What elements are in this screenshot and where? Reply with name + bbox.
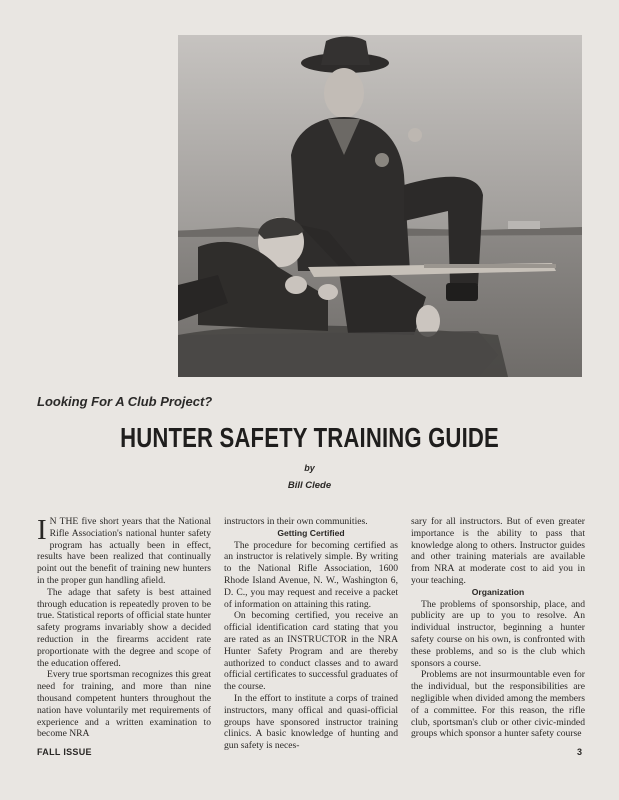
drop-cap: I bbox=[37, 514, 47, 546]
byline-author: Bill Clede bbox=[287, 480, 332, 491]
paragraph: The adage that safety is best attained through education is repeatedly proven to be true. Statistical reports of official state hunter safety programs invariably show a decided reduction in the firearms accident rate proportionate with the degree and scope of the education offered. bbox=[37, 586, 211, 669]
paragraph: The problems of sponsorship, place, and publicity are up to you to resolve. An individual instructor, beginning a hunter safety course on his own, is confronted with these problems, and so is the club which sponsors a course. bbox=[411, 598, 585, 669]
paragraph: The procedure for becoming certified as an instructor is relatively simple. By writing to the National Rifle Association, 1600 Rhode Island Avenue, N. W., Washington 6, D. C., you may request and receive a packet of information on attaining this rating. bbox=[224, 539, 398, 610]
photo-illustration bbox=[178, 35, 582, 377]
column-3 bbox=[411, 516, 585, 740]
paragraph: Problems are not insurmountable even for the individual, but the responsibilities are negligible when divided among the members of a committee. For this reason, the rifle club, sportsman's club or other civic-minded groups which sponsor a hunter safety course bbox=[411, 669, 585, 740]
paragraph: On becoming certified, you receive an official identification card stating that you are rated as an INSTRUCTOR in the NRA Hunter Safety Program and are thereby authorized to conduct classes and to award official certificates to successful graduates of the course. bbox=[224, 610, 398, 693]
byline-prefix: by bbox=[304, 463, 315, 473]
paragraph: Every true sportsman recognizes this great need for training, and more than nine thousand competent hunters throughout the nation have voluntarily met requirements of experience and a written examination to become NRA bbox=[37, 669, 211, 740]
footer-page-number: 3 bbox=[576, 747, 582, 757]
column-1 bbox=[37, 516, 211, 740]
paragraph: instructors in their own communities. bbox=[224, 516, 368, 527]
paragraph-text: N THE five short years that the National Rifle Association's national hunter safety program has actually been in effect, results have been realized that continually point out the benefit of training new hunters in the proper gun handling afield. bbox=[37, 516, 211, 586]
section-heading-certified: Getting Certified bbox=[277, 527, 345, 538]
article-kicker: Looking For A Club Project? bbox=[37, 394, 213, 409]
footer-issue: FALL ISSUE bbox=[37, 747, 92, 757]
paragraph: sary for all instructors. But of even greater importance is the ability to pass that knowledge along to others. Instructor guides and other training materials are available from NRA at moderate cost to aid you in your teaching. bbox=[411, 516, 585, 586]
article-photo bbox=[178, 35, 582, 377]
paragraph: In the effort to institute a corps of trained instructors, many offical and quasi-official groups have sponsored instructor training clinics. A basic knowledge of hunting and gun safety is neces- bbox=[224, 692, 398, 752]
article-headline: HUNTER SAFETY TRAINING GUIDE bbox=[120, 422, 499, 453]
paragraph bbox=[37, 516, 211, 587]
column-2 bbox=[224, 516, 398, 752]
section-heading-organization: Organization bbox=[471, 586, 525, 597]
